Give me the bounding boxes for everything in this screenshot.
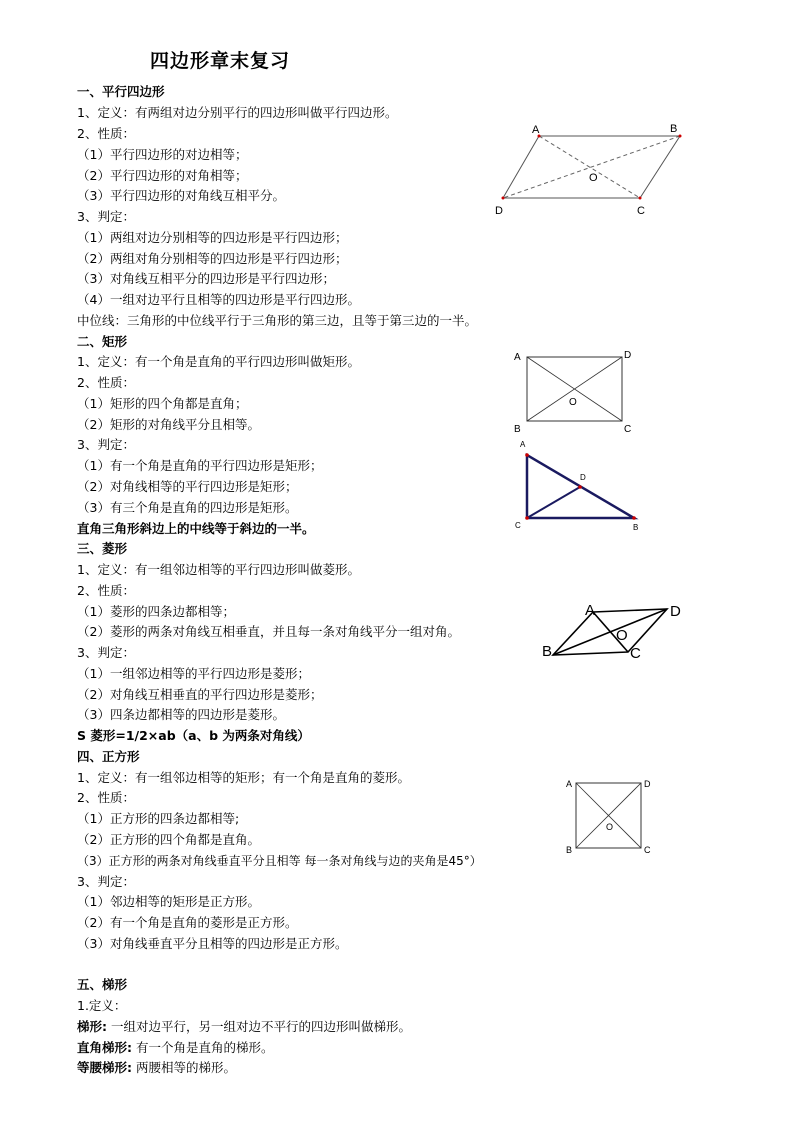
- parallelogram-label-a: A: [532, 124, 540, 136]
- rectangle-criteria-label: 3、判定：: [77, 437, 135, 452]
- square-criterion-3: （3）对角线垂直平分且相等的四边形是正方形。: [77, 936, 348, 951]
- section-heading-rectangle: 二、矩形: [77, 334, 128, 349]
- rectangle-properties-label: 2、性质：: [77, 375, 135, 390]
- rectangle-criterion-2: （2）对角线相等的平行四边形是矩形；: [77, 479, 298, 494]
- trapezoid-text: 一组对边平行，另一组对边不平行的四边形叫做梯形。: [107, 1019, 411, 1034]
- square-label-d: D: [644, 779, 651, 789]
- isosceles-trapezoid-term: 等腰梯形:: [77, 1060, 132, 1075]
- isosceles-trapezoid-definition: [77, 1060, 236, 1076]
- parallelogram-definition: 1、定义：有两组对边分别平行的四边形叫做平行四边形。: [77, 105, 398, 120]
- parallelogram-criterion-1: （1）两组对边分别相等的四边形是平行四边形；: [77, 230, 348, 245]
- square-criteria-label: 3、判定：: [77, 874, 135, 889]
- rectangle-property-1: （1）矩形的四个角都是直角；: [77, 396, 248, 411]
- square-properties-label: 2、性质：: [77, 790, 135, 805]
- rhombus-label-o: O: [616, 627, 628, 644]
- right-trapezoid-text: 有一个角是直角的梯形。: [132, 1040, 274, 1055]
- parallelogram-property-2: （2）平行四边形的对角相等；: [77, 168, 248, 183]
- square-property-2: （2）正方形的四个角都是直角。: [77, 832, 260, 847]
- parallelogram-label-d: D: [495, 205, 503, 217]
- rhombus-figure: [540, 598, 690, 663]
- parallelogram-property-3: （3）平行四边形的对角线互相平分。: [77, 188, 285, 203]
- parallelogram-diagonal-ac: [539, 136, 640, 198]
- square-property-3: （3）正方形的两条对角线垂直平分且相等 每一条对角线与边的夹角是45°）: [77, 854, 482, 868]
- section-heading-rhombus: 三、菱形: [77, 541, 128, 556]
- trapezoid-definition: [77, 1019, 411, 1035]
- rectangle-label-o: O: [569, 397, 577, 408]
- rectangle-figure: [510, 346, 640, 436]
- right-triangle-median-cd: [527, 487, 580, 518]
- right-triangle-label-a: A: [520, 440, 526, 449]
- rectangle-label-a: A: [514, 352, 521, 363]
- right-triangle-median-note: 直角三角形斜边上的中线等于斜边的一半。: [77, 521, 315, 536]
- rectangle-label-d: D: [624, 350, 632, 361]
- parallelogram-criterion-3: （3）对角线互相平分的四边形是平行四边形；: [77, 271, 335, 286]
- rectangle-label-c: C: [624, 424, 632, 435]
- parallelogram-label-c: C: [637, 205, 645, 217]
- right-trapezoid-definition: [77, 1040, 273, 1056]
- trapezoid-definition-label: 1.定义：: [77, 998, 127, 1013]
- rectangle-property-2: （2）矩形的对角线平分且相等。: [77, 417, 260, 432]
- section-heading-square: 四、正方形: [77, 749, 140, 764]
- rhombus-criterion-1: （1）一组邻边相等的平行四边形是菱形；: [77, 666, 310, 681]
- rhombus-property-2: （2）菱形的两条对角线互相垂直，并且每一条对角线平分一组对角。: [77, 624, 460, 639]
- rhombus-criteria-label: 3、判定：: [77, 645, 135, 660]
- square-criterion-1: （1）邻边相等的矩形是正方形。: [77, 894, 260, 909]
- right-triangle-label-b: B: [633, 523, 639, 532]
- parallelogram-label-o: O: [589, 172, 598, 184]
- parallelogram-vertex-d: [502, 197, 505, 200]
- parallelogram-label-b: B: [670, 123, 678, 135]
- square-criterion-2: （2）有一个角是直角的菱形是正方形。: [77, 915, 298, 930]
- parallelogram-criterion-2: （2）两组对角分别相等的四边形是平行四边形；: [77, 251, 348, 266]
- rhombus-label-a: A: [585, 602, 596, 619]
- page-title: 四边形章末复习: [150, 50, 291, 72]
- rhombus-criterion-2: （2）对角线互相垂直的平行四边形是菱形；: [77, 687, 323, 702]
- section-heading-trapezoid: 五、梯形: [77, 977, 128, 992]
- parallelogram-figure: [490, 118, 690, 223]
- right-triangle-figure: [510, 436, 650, 536]
- right-triangle-label-c: C: [515, 521, 521, 530]
- square-figure: [560, 775, 660, 860]
- midline-theorem: 中位线：三角形的中位线平行于三角形的第三边，且等于第三边的一半。: [77, 313, 478, 328]
- rhombus-label-c: C: [630, 645, 641, 662]
- parallelogram-properties-label: 2、性质：: [77, 126, 135, 141]
- square-label-c: C: [644, 845, 651, 855]
- rhombus-label-b: B: [542, 643, 553, 660]
- parallelogram-vertex-c: [639, 197, 642, 200]
- rectangle-criterion-3: （3）有三个角是直角的四边形是矩形。: [77, 500, 298, 515]
- parallelogram-vertex-b: [679, 135, 682, 138]
- square-label-a: A: [566, 779, 573, 789]
- right-triangle-vertex-a: [525, 453, 529, 457]
- parallelogram-diagonal-bd: [503, 136, 680, 198]
- right-triangle-vertex-b: [632, 516, 636, 520]
- parallelogram-criteria-label: 3、判定：: [77, 209, 135, 224]
- rhombus-definition: 1、定义：有一组邻边相等的平行四边形叫做菱形。: [77, 562, 360, 577]
- rhombus-criterion-3: （3）四条边都相等的四边形是菱形。: [77, 707, 285, 722]
- parallelogram-criterion-4: （4）一组对边平行且相等的四边形是平行四边形。: [77, 292, 360, 307]
- right-trapezoid-term: 直角梯形:: [77, 1040, 132, 1055]
- rhombus-label-d: D: [670, 603, 681, 620]
- rhombus-area-formula: S 菱形=1/2×ab（a、b 为两条对角线）: [77, 728, 310, 743]
- square-definition: 1、定义：有一组邻边相等的矩形；有一个角是直角的菱形。: [77, 770, 410, 785]
- section-heading-parallelogram: 一、平行四边形: [77, 84, 165, 99]
- square-property-1: （1）正方形的四条边都相等;: [77, 811, 240, 826]
- square-label-b: B: [566, 845, 573, 855]
- right-triangle-label-d: D: [580, 473, 586, 482]
- parallelogram-property-1: （1）平行四边形的对边相等；: [77, 147, 248, 162]
- rectangle-criterion-1: （1）有一个角是直角的平行四边形是矩形；: [77, 458, 323, 473]
- rectangle-label-b: B: [514, 424, 521, 435]
- right-triangle-midpoint-d: [578, 485, 582, 489]
- square-label-o: O: [606, 822, 614, 832]
- rectangle-definition: 1、定义：有一个角是直角的平行四边形叫做矩形。: [77, 354, 360, 369]
- rhombus-property-1: （1）菱形的四条边都相等；: [77, 604, 235, 619]
- isosceles-trapezoid-text: 两腰相等的梯形。: [132, 1060, 236, 1075]
- right-triangle-vertex-c: [525, 516, 529, 520]
- rhombus-properties-label: 2、性质：: [77, 583, 135, 598]
- trapezoid-term: 梯形:: [77, 1019, 107, 1034]
